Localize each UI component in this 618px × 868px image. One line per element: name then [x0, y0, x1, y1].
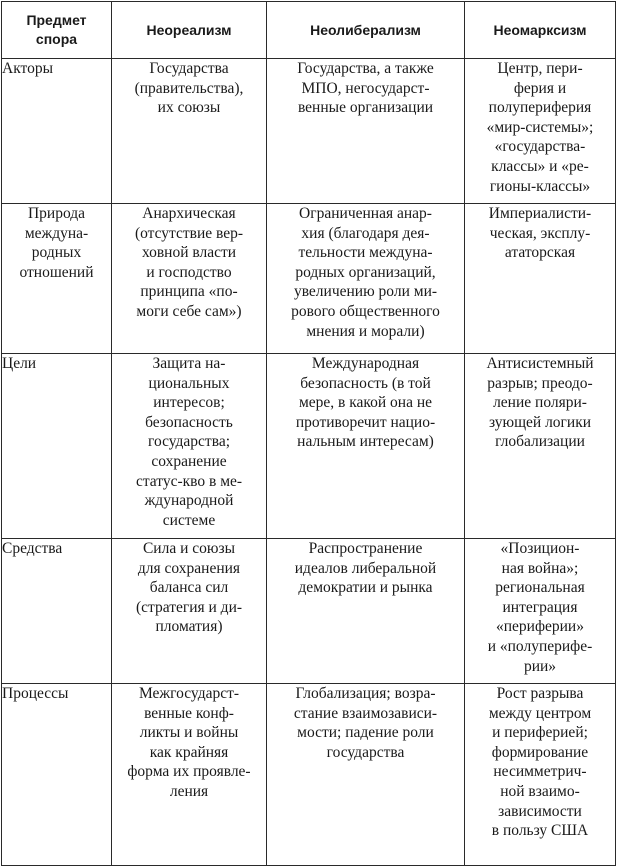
cell-line: Сила и союзы — [142, 540, 236, 557]
cell-line: ная война»; — [501, 559, 579, 577]
cell-line: Процессы — [2, 685, 69, 702]
cell-actors-neorealism — [112, 59, 267, 204]
cell-means-neoliberalism — [267, 539, 465, 684]
cell-line: и периферией; — [492, 724, 588, 742]
cell-line: и «полуперифе- — [487, 637, 593, 655]
cell-line: (правительства), — [134, 79, 244, 97]
cell-line: ческая, эксплу- — [489, 224, 591, 242]
cell-line: ления — [169, 782, 209, 800]
cell-line: их союзы — [157, 99, 221, 117]
cell-line: ждународной — [144, 492, 234, 510]
cell-line: междуна- — [24, 224, 89, 242]
cell-line: «периферии» — [496, 618, 584, 636]
cell-line: полупериферия — [488, 99, 592, 117]
cell-line: Глобализация; возра- — [295, 685, 436, 702]
cell-line: принципа «по- — [140, 283, 238, 301]
cell-line: Защита на- — [152, 355, 226, 372]
cell-line: венные организации — [297, 99, 434, 117]
cell-line: Цели — [2, 355, 37, 372]
cell-line: интеграция — [502, 598, 578, 616]
cell-line: Рост разрыва — [496, 685, 584, 702]
cell-line: стание взаимозависи- — [293, 704, 438, 722]
cell-line: рии» — [523, 657, 557, 675]
cell-means-dispute-subject — [2, 539, 112, 684]
cell-line: формирование — [491, 743, 589, 761]
cell-line: демократии и рынка — [298, 579, 433, 597]
cell-line: (отсутствие вер- — [134, 224, 244, 242]
cell-line: рового общественного — [291, 302, 440, 320]
cell-means-neomarxism — [465, 539, 616, 684]
cell-line: хия (благодаря дея- — [301, 224, 430, 242]
cell-line: государства — [326, 743, 405, 761]
cell-processes-neorealism — [112, 684, 267, 866]
cell-goals-dispute-subject — [2, 354, 112, 539]
cell-line: безопасность (в той — [300, 374, 431, 392]
cell-means-neorealism — [112, 539, 267, 684]
cell-line: идеалов либеральной — [294, 559, 437, 577]
cell-nature-of-relations-neorealism — [112, 204, 267, 354]
cell-line: «Позицион- — [500, 540, 580, 557]
cell-line: нальным интересам) — [297, 433, 434, 451]
cell-processes-dispute-subject — [2, 684, 112, 866]
cell-line: моги себе сам») — [136, 302, 242, 320]
cell-line: Распространение — [308, 540, 423, 557]
row-nature-of-relations — [2, 204, 616, 354]
cell-actors-neomarxism — [465, 59, 616, 204]
cell-line: сохранение — [151, 452, 227, 470]
cell-line: зующей логики — [488, 413, 592, 431]
cell-line: ликты и войны — [139, 724, 239, 742]
cell-line: Государства — [149, 60, 229, 77]
cell-line: для сохранения — [137, 559, 241, 577]
cell-line: интересов; — [153, 394, 225, 412]
header-neorealism: Неореализм — [112, 2, 267, 59]
cell-line: как крайняя — [149, 743, 229, 761]
cell-actors-dispute-subject — [2, 59, 112, 204]
header-dispute-subject: Предмет спора — [2, 2, 112, 59]
header-neoliberalism: Неолиберализм — [267, 2, 465, 59]
cell-line: ление поляри- — [493, 394, 587, 412]
cell-line: Империалисти- — [488, 205, 592, 222]
cell-line: ной взаимо- — [500, 782, 580, 800]
cell-line: несимметрич- — [493, 763, 587, 781]
cell-line: Акторы — [2, 60, 54, 77]
cell-line: (стратегия и ди- — [135, 598, 243, 616]
row-means — [2, 539, 616, 684]
cell-line: баланса сил — [149, 579, 229, 597]
cell-line: Анархическая — [142, 205, 236, 222]
cell-line: системе — [162, 511, 216, 529]
comparison-table — [1, 1, 616, 866]
cell-line: Центр, пери- — [497, 60, 583, 77]
cell-line: Ограниченная анар- — [299, 205, 432, 222]
cell-line: отношений — [19, 263, 94, 281]
cell-line: и господство — [146, 263, 232, 281]
cell-line: увеличению роли ми- — [293, 283, 438, 301]
cell-line: «мир-системы»; — [486, 118, 594, 136]
cell-line: «государства- — [494, 138, 586, 156]
cell-processes-neomarxism — [465, 684, 616, 866]
cell-line: Международная — [311, 355, 420, 372]
cell-line: гионы-классы» — [489, 177, 591, 195]
cell-line: Природа — [27, 205, 86, 222]
cell-line: классы» и «ре- — [491, 157, 589, 175]
header-neomarxism: Неомарксизм — [465, 2, 616, 59]
cell-line: противоречит нацио- — [295, 413, 436, 431]
cell-line: зависимости — [498, 802, 582, 820]
cell-line: Средства — [2, 540, 63, 557]
cell-processes-neoliberalism — [267, 684, 465, 866]
cell-line: мости; падение роли — [297, 724, 434, 742]
cell-line: родных — [31, 244, 82, 262]
cell-nature-of-relations-neoliberalism — [267, 204, 465, 354]
cell-line: родных организаций, — [295, 263, 436, 281]
cell-line: циональных — [148, 374, 230, 392]
cell-line: Антисистемный — [486, 355, 594, 372]
cell-line: региональная — [495, 579, 585, 597]
cell-goals-neoliberalism — [267, 354, 465, 539]
cell-line: безопасность — [145, 413, 233, 431]
cell-line: венные конф- — [144, 704, 234, 722]
cell-line: ховной власти — [141, 244, 237, 262]
cell-line: между центром — [488, 704, 592, 722]
cell-line: статус-кво в ме- — [135, 472, 243, 490]
row-actors — [2, 59, 616, 204]
cell-actors-neoliberalism — [267, 59, 465, 204]
cell-line: Межгосударст- — [138, 685, 240, 702]
cell-line: тельности междуна- — [298, 244, 433, 262]
row-goals — [2, 354, 616, 539]
cell-nature-of-relations-neomarxism — [465, 204, 616, 354]
cell-line: ататорская — [504, 244, 576, 262]
cell-goals-neomarxism — [465, 354, 616, 539]
cell-line: МПО, негосударст- — [301, 79, 430, 97]
cell-line: мнения и морали) — [306, 322, 425, 340]
header-row — [2, 2, 616, 59]
cell-line: мере, в какой она не — [298, 394, 433, 412]
cell-line: форма их проявле- — [127, 763, 251, 781]
cell-line: глобализации — [495, 433, 585, 451]
cell-goals-neorealism — [112, 354, 267, 539]
cell-line: пломатия) — [155, 618, 223, 636]
row-processes — [2, 684, 616, 866]
cell-line: государства; — [147, 433, 231, 451]
cell-line: ферия и — [513, 79, 567, 97]
cell-line: разрыв; преодо- — [487, 374, 593, 392]
cell-line: Государства, а также — [297, 60, 434, 77]
cell-line: в пользу США — [491, 822, 589, 840]
cell-nature-of-relations-dispute-subject — [2, 204, 112, 354]
